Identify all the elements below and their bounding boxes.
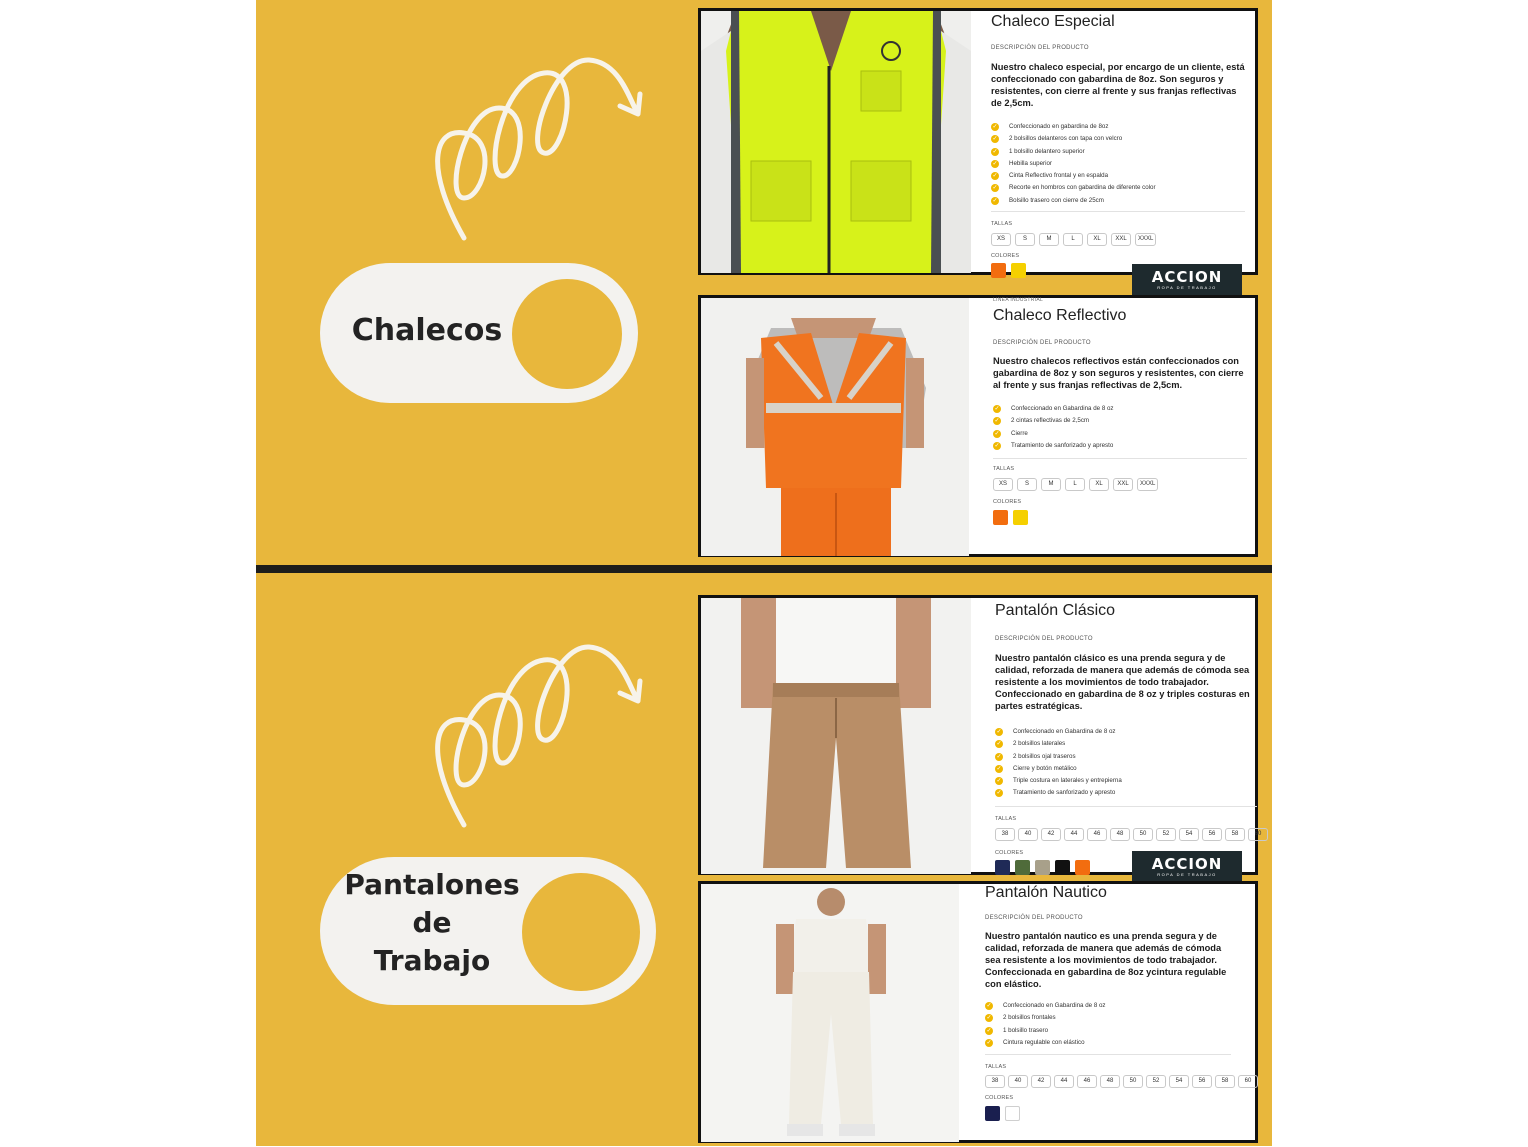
size-options	[985, 1075, 1258, 1088]
color-options	[991, 263, 1026, 278]
product-description: Nuestro chaleco especial, por encargo de un cliente, está confeccionado con gabardina de 8oz. Son seguros y resistentes, con cierre al frente y sus franjas reflectivas de 2,5cm.	[991, 62, 1245, 108]
color-options	[985, 1106, 1020, 1121]
size-options	[991, 233, 1156, 246]
feature-item: ✓ 1 bolsillo trasero	[986, 1026, 1049, 1034]
product-title: Chaleco Especial	[991, 13, 1115, 30]
size-option[interactable]: 60	[1238, 1075, 1258, 1088]
size-option[interactable]: 44	[1054, 1075, 1074, 1088]
description-label: DESCRIPCIÓN DEL PRODUCTO	[991, 45, 1089, 51]
divider-line	[991, 211, 1245, 212]
sizes-label: TALLAS	[991, 221, 1013, 227]
size-option[interactable]: 46	[1087, 828, 1107, 841]
size-option[interactable]: XXXL	[1137, 478, 1158, 491]
size-option[interactable]: 42	[1031, 1075, 1051, 1088]
check-icon: ✓	[992, 185, 998, 192]
collage	[256, 0, 1272, 1146]
sizes-label: TALLAS	[985, 1064, 1007, 1070]
size-option[interactable]: L	[1063, 233, 1083, 246]
check-icon: ✓	[996, 778, 1002, 785]
feature-item: ✓ Tratamiento de sanforizado y apresto	[996, 789, 1116, 797]
divider-line	[985, 1054, 1231, 1055]
check-icon: ✓	[992, 148, 998, 155]
size-option[interactable]: 48	[1100, 1075, 1120, 1088]
product-description: Nuestro chalecos reflectivos están confeccionados con gabardina de 8oz y son seguros y resistentes, con cierre al frente y sus franjas reflectivas de 2,5cm.	[993, 356, 1244, 390]
feature-item: ✓ Confeccionado en gabardina de 8oz	[992, 123, 1109, 130]
check-icon: ✓	[992, 136, 998, 143]
description-label: DESCRIPCIÓN DEL PRODUCTO	[995, 636, 1093, 642]
check-icon: ✓	[996, 741, 1002, 748]
product-card[interactable]	[698, 595, 1262, 875]
check-icon: ✓	[986, 1015, 992, 1022]
size-option[interactable]: 56	[1202, 828, 1222, 841]
color-options	[995, 860, 1090, 875]
feature-item: ✓ Confeccionado en Gabardina de 8 oz	[996, 728, 1116, 735]
size-option[interactable]: 54	[1179, 828, 1199, 841]
feature-list	[991, 121, 1156, 207]
feature-item: ✓ 2 cintas reflectivas de 2,5cm	[994, 417, 1090, 425]
swirl-arrow-icon	[424, 48, 654, 248]
sizes-label: TALLAS	[995, 816, 1017, 822]
feature-item: ✓ Bolsillo trasero con cierre de 25cm	[992, 196, 1104, 204]
description-label: DESCRIPCIÓN DEL PRODUCTO	[993, 340, 1091, 346]
product-card[interactable]	[698, 881, 1258, 1143]
color-swatch[interactable]	[1005, 1106, 1020, 1121]
description-label: DESCRIPCIÓN DEL PRODUCTO	[985, 915, 1083, 921]
size-option[interactable]: 58	[1225, 828, 1245, 841]
product-info	[983, 884, 1255, 1140]
feature-item: ✓ Confeccionado en Gabardina de 8 oz	[994, 405, 1114, 412]
product-photo	[701, 884, 959, 1140]
feature-item: ✓ 1 bolsillo delantero superior	[992, 147, 1085, 155]
size-option[interactable]: S	[1017, 478, 1037, 491]
colors-label: COLORES	[985, 1095, 1014, 1101]
colors-label: COLORES	[993, 499, 1022, 505]
feature-item: ✓ 2 bolsillos ojal traseros	[996, 752, 1076, 760]
feature-item: ✓ Cierre	[994, 429, 1028, 437]
feature-item: ✓ 2 bolsillos delanteros con tapa con velcro	[992, 135, 1123, 143]
product-title: Chaleco Reflectivo	[993, 307, 1127, 324]
toggle-knob	[522, 873, 640, 991]
product-card[interactable]	[698, 295, 1258, 557]
size-option[interactable]: M	[1039, 233, 1059, 246]
color-swatch[interactable]	[1015, 860, 1030, 875]
size-option[interactable]: 42	[1041, 828, 1061, 841]
color-swatch[interactable]	[995, 860, 1010, 875]
feature-item: ✓ Hebilla superior	[992, 159, 1052, 167]
product-info	[991, 298, 1255, 554]
size-option[interactable]: XXXL	[1135, 233, 1156, 246]
color-swatch[interactable]	[993, 510, 1008, 525]
size-option[interactable]: M	[1041, 478, 1061, 491]
feature-list	[995, 726, 1122, 800]
size-options	[993, 478, 1158, 491]
color-swatch[interactable]	[1011, 263, 1026, 278]
swirl-arrow-icon	[424, 635, 654, 835]
size-option[interactable]: 50	[1133, 828, 1153, 841]
check-icon: ✓	[992, 124, 998, 130]
size-option[interactable]: XL	[1089, 478, 1109, 491]
size-option[interactable]: 60	[1248, 828, 1268, 841]
product-photo	[701, 11, 971, 272]
size-option[interactable]: 54	[1169, 1075, 1189, 1088]
size-option[interactable]: S	[1015, 233, 1035, 246]
check-icon: ✓	[992, 160, 998, 167]
size-option[interactable]: 38	[995, 828, 1015, 841]
feature-list	[985, 1000, 1106, 1049]
feature-item: ✓ Cintura regulable con elástico	[986, 1038, 1085, 1046]
section-divider	[256, 565, 1272, 573]
check-icon: ✓	[986, 1003, 992, 1009]
check-icon: ✓	[992, 197, 998, 204]
divider-line	[993, 458, 1247, 459]
color-swatch[interactable]	[991, 263, 1006, 278]
check-icon: ✓	[994, 442, 1000, 449]
size-option[interactable]: 52	[1156, 828, 1176, 841]
category-label: Pantalones de Trabajo	[344, 868, 520, 977]
size-option[interactable]: 52	[1146, 1075, 1166, 1088]
size-option[interactable]: XXL	[1111, 233, 1131, 246]
product-card[interactable]	[698, 8, 1258, 275]
size-option[interactable]: 40	[1008, 1075, 1028, 1088]
size-option[interactable]: 40	[1018, 828, 1038, 841]
color-swatch[interactable]	[985, 1106, 1000, 1121]
product-line-label: LINEA INDUSTRIAL	[993, 297, 1044, 303]
sizes-label: TALLAS	[993, 466, 1015, 472]
colors-label: COLORES	[995, 850, 1024, 856]
product-info	[989, 11, 1255, 272]
feature-list	[993, 403, 1114, 452]
product-title: Pantalón Clásico	[995, 602, 1116, 619]
size-option[interactable]: 48	[1110, 828, 1130, 841]
feature-item: ✓ Cierre y botón metálico	[996, 764, 1077, 772]
colors-label: COLORES	[991, 253, 1020, 259]
color-swatch[interactable]	[1055, 860, 1070, 875]
size-option[interactable]: 58	[1215, 1075, 1235, 1088]
check-icon: ✓	[996, 765, 1002, 772]
brand-tagline: ROPA DE TRABAJO	[1157, 285, 1217, 290]
check-icon: ✓	[986, 1039, 992, 1046]
feature-item: ✓ Triple costura en laterales y entrepierna	[996, 777, 1122, 785]
brand-tagline: ROPA DE TRABAJO	[1157, 872, 1217, 877]
size-option[interactable]: 44	[1064, 828, 1084, 841]
product-photo	[701, 598, 971, 872]
feature-item: ✓ Confeccionado en Gabardina de 8 oz	[986, 1002, 1106, 1009]
check-icon: ✓	[996, 790, 1002, 797]
color-swatch[interactable]	[1075, 860, 1090, 875]
feature-item: ✓ 2 bolsillos laterales	[996, 740, 1066, 748]
category-toggle-chalecos[interactable]	[320, 263, 638, 403]
brand-name: ACCION	[1151, 268, 1223, 286]
toggle-knob	[512, 279, 622, 389]
size-option[interactable]: XXL	[1113, 478, 1133, 491]
feature-item: ✓ 2 bolsillos frontales	[986, 1014, 1056, 1022]
size-option[interactable]: XS	[991, 233, 1011, 246]
category-label: Chalecos	[351, 313, 503, 348]
check-icon: ✓	[992, 173, 998, 180]
check-icon: ✓	[996, 729, 1002, 735]
feature-item: ✓ Tratamiento de sanforizado y apresto	[994, 441, 1114, 449]
color-swatch[interactable]	[1013, 510, 1028, 525]
check-icon: ✓	[986, 1027, 992, 1034]
product-photo	[701, 298, 969, 554]
size-option[interactable]: XL	[1087, 233, 1107, 246]
check-icon: ✓	[994, 430, 1000, 437]
product-info	[993, 598, 1262, 872]
brand-name: ACCION	[1151, 855, 1223, 873]
size-option[interactable]: 46	[1077, 1075, 1097, 1088]
check-icon: ✓	[994, 418, 1000, 425]
feature-item: ✓ Cinta Reflectivo frontal y en espalda	[992, 172, 1109, 180]
section-chalecos	[256, 0, 1272, 565]
size-option[interactable]: 38	[985, 1075, 1005, 1088]
product-title: Pantalón Nautico	[985, 884, 1107, 901]
size-option[interactable]: 56	[1192, 1075, 1212, 1088]
product-description: Nuestro pantalón nautico es una prenda segura y de calidad, reforzada de manera que además de cómoda sea resistente a los movimientos de todo trabajador. Confeccionada en gabardina de 8oz ycintura regulable con elástico.	[985, 931, 1227, 989]
size-options	[995, 828, 1268, 841]
feature-item: ✓ Recorte en hombros con gabardina de diferente color	[992, 184, 1156, 192]
product-description: Nuestro pantalón clásico es una prenda segura y de calidad, reforzada de manera que además de cómoda sea resistente a los movimientos de todo trabajador. Confeccionado en gabardina de 8 oz y triples costuras en partes estratégicas.	[995, 653, 1250, 711]
color-options	[993, 510, 1028, 525]
color-swatch[interactable]	[1035, 860, 1050, 875]
size-option[interactable]: XS	[993, 478, 1013, 491]
category-toggle-pantalones[interactable]	[320, 857, 656, 1005]
size-option[interactable]: L	[1065, 478, 1085, 491]
check-icon: ✓	[996, 753, 1002, 760]
check-icon: ✓	[994, 406, 1000, 412]
section-pantalones	[256, 573, 1272, 1146]
size-option[interactable]: 50	[1123, 1075, 1143, 1088]
divider-line	[995, 806, 1257, 807]
